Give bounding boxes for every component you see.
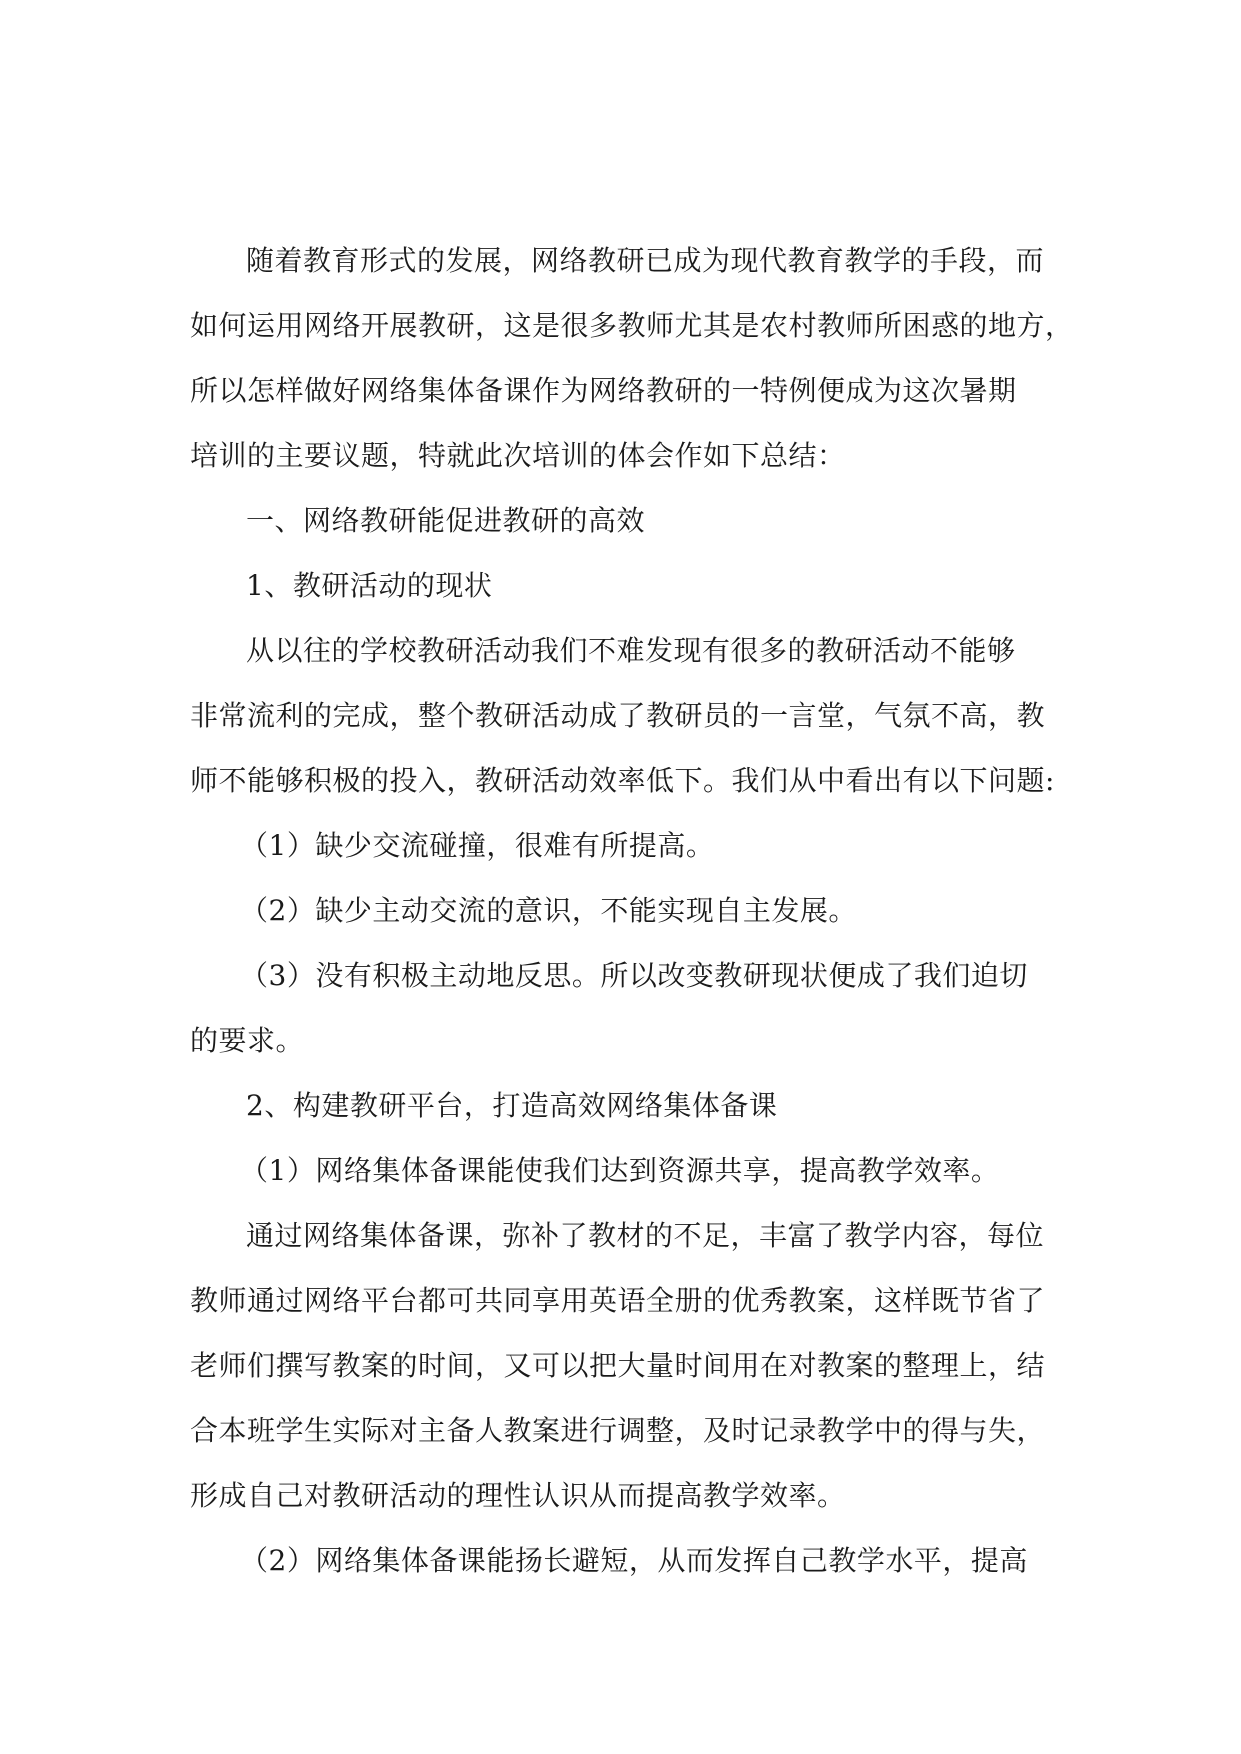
list-item: （3）没有积极主动地反思。所以改变教研现状便成了我们迫切 — [240, 959, 1028, 992]
paragraph-line: 所以怎样做好网络集体备课作为网络教研的一特例便成为这次暑期 — [190, 374, 1017, 407]
list-item: （2）网络集体备课能扬长避短，从而发挥自己教学水平，提高 — [240, 1544, 1028, 1577]
paragraph-line: 教师通过网络平台都可共同享用英语全册的优秀教案，这样既节省了 — [190, 1284, 1046, 1317]
paragraph-line: 合本班学生实际对主备人教案进行调整，及时记录教学中的得与失， — [190, 1414, 1046, 1447]
section-heading: 一、网络教研能促进教研的高效 — [246, 504, 646, 537]
paragraph-line: 如何运用网络开展教研，这是很多教师尤其是农村教师所困惑的地方， — [190, 309, 1074, 342]
subsection-heading: 1、教研活动的现状 — [246, 569, 493, 602]
paragraph-line: 的要求。 — [190, 1024, 305, 1057]
paragraph-line: 老师们撰写教案的时间，又可以把大量时间用在对教案的整理上，结 — [190, 1349, 1046, 1382]
paragraph-line: 培训的主要议题，特就此次培训的体会作如下总结： — [190, 439, 846, 472]
list-item: （2）缺少主动交流的意识，不能实现自主发展。 — [240, 894, 857, 927]
paragraph-line: 从以往的学校教研活动我们不难发现有很多的教研活动不能够 — [246, 634, 1016, 667]
paragraph-line: 随着教育形式的发展，网络教研已成为现代教育教学的手段，而 — [246, 244, 1045, 277]
paragraph-line: 师不能够积极的投入，教研活动效率低下。我们从中看出有以下问题: — [190, 764, 1055, 797]
paragraph-line: 形成自己对教研活动的理性认识从而提高教学效率。 — [190, 1479, 846, 1512]
paragraph-line: 通过网络集体备课，弥补了教材的不足，丰富了教学内容，每位 — [246, 1219, 1045, 1252]
list-item: （1）网络集体备课能使我们达到资源共享，提高教学效率。 — [240, 1154, 1000, 1187]
document-body — [190, 228, 1090, 1593]
paragraph-line: 非常流利的完成，整个教研活动成了教研员的一言堂，气氛不高，教 — [190, 699, 1046, 732]
list-item: （1）缺少交流碰撞，很难有所提高。 — [240, 829, 715, 862]
subsection-heading: 2、构建教研平台，打造高效网络集体备课 — [246, 1089, 778, 1122]
